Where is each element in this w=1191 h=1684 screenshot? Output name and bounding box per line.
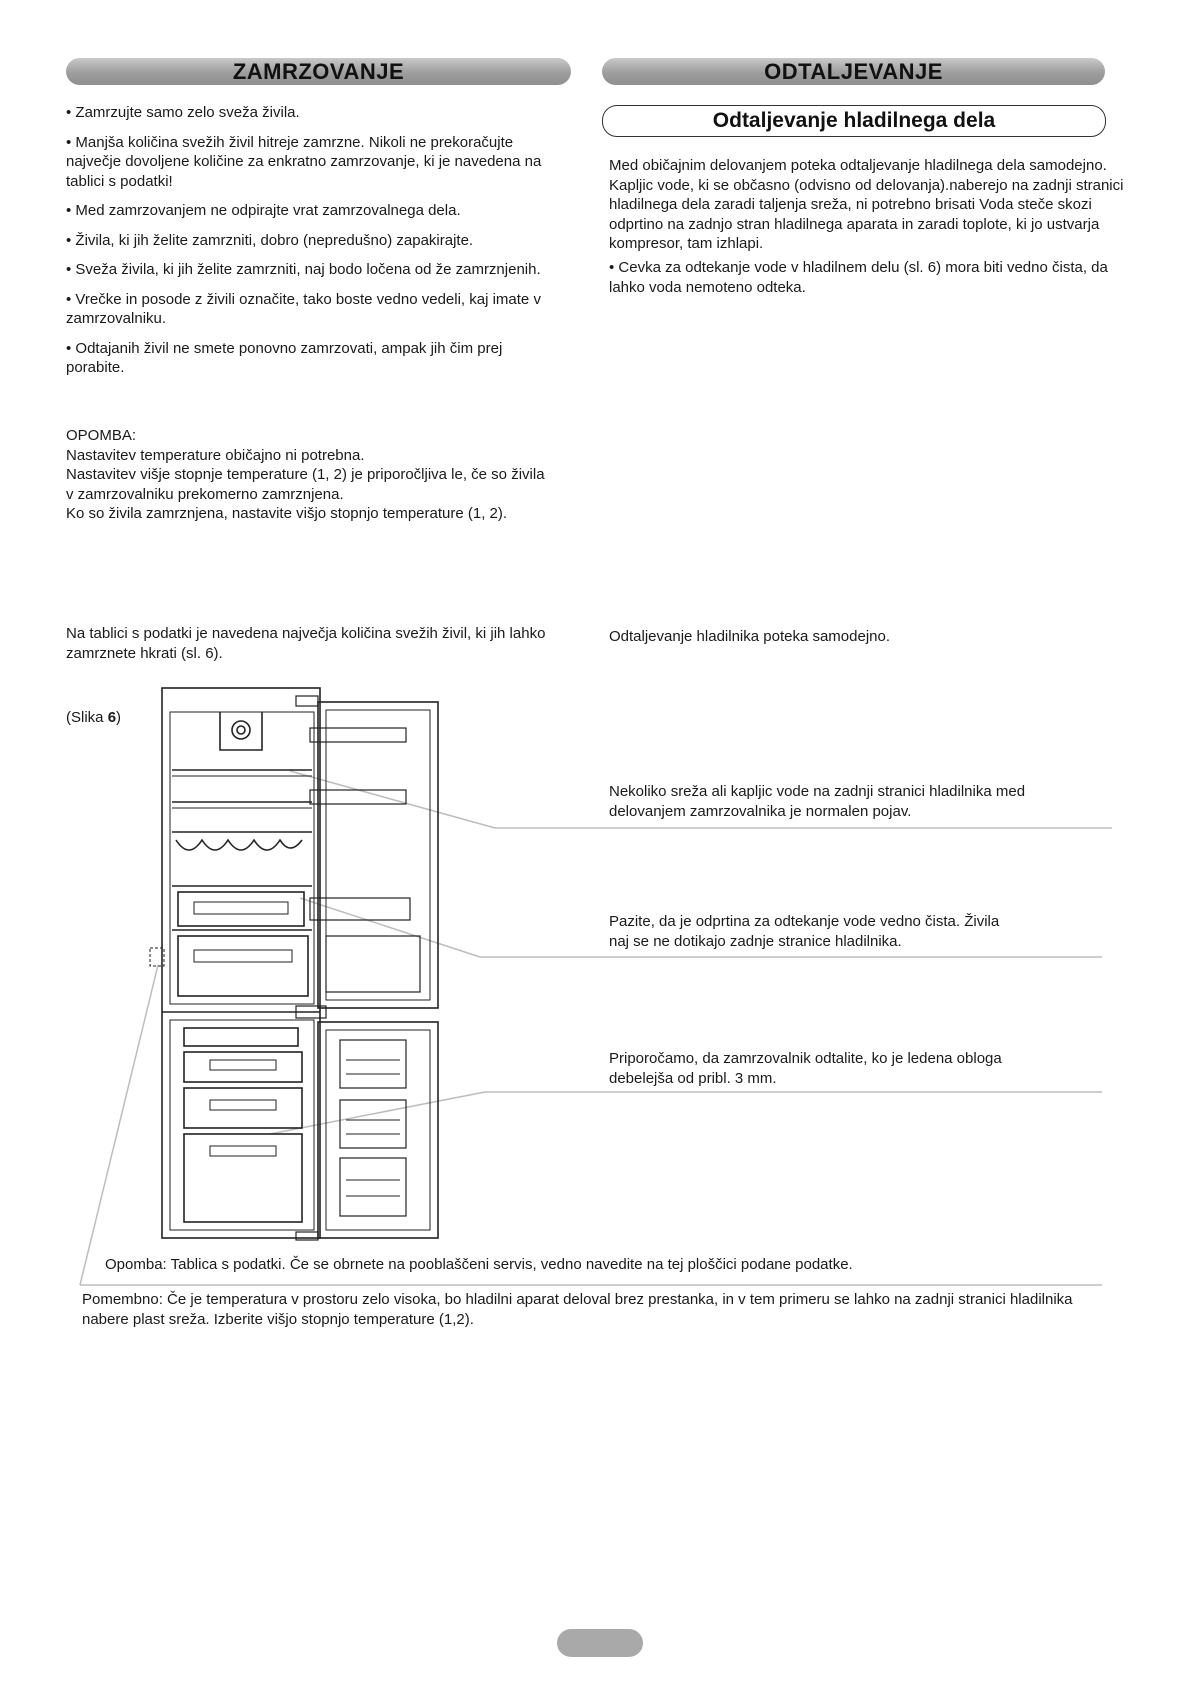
callout-defrost-3mm: Priporočamo, da zamrzovalnik odtalite, ko je ledena obloga debelejša od pribl. 3 mm. xyxy=(609,1050,1002,1087)
bullet-item: • Sveža živila, ki jih želite zamrzniti, naj bodo ločena od že zamrznjenih. xyxy=(66,261,541,278)
page-number-pill xyxy=(557,1629,643,1657)
freezer-drawer-handle xyxy=(210,1100,276,1110)
freezer-drawer-handle xyxy=(210,1060,276,1070)
note-line: Nastavitev temperature običajno ni potrebna. xyxy=(66,446,365,464)
freezer-drawer xyxy=(184,1134,302,1222)
freezer-top-flap xyxy=(184,1028,298,1046)
section-heading-zamrzovanje: ZAMRZOVANJE xyxy=(66,58,571,85)
crisper-drawer xyxy=(178,936,308,996)
bullet-item: • Med zamrzovanjem ne odpirajte vrat zamrzovalnega dela. xyxy=(66,202,461,219)
freezer-door xyxy=(318,1022,438,1238)
door-balcony xyxy=(310,728,406,742)
note-title: OPOMBA: xyxy=(66,427,137,444)
callout-drain-clean: Pazite, da je odprtina za odtekanje vode vedno čista. Živila naj se ne dotikajo zadnje stranice hladilnika. xyxy=(609,913,1000,950)
figure-number: 6 xyxy=(107,709,117,726)
crisper-handle xyxy=(194,902,288,914)
figure-label-prefix: (Slika xyxy=(66,709,108,726)
crisper-handle xyxy=(194,950,292,962)
bullet-item: • Vrečke in posode z živili označite, tako boste vedno vedeli, kaj imate v zamrzovalniku. xyxy=(66,290,541,327)
section-heading-odtaljevanje: ODTALJEVANJE xyxy=(602,58,1105,85)
rating-plate-note: Opomba: Tablica s podatki. Če se obrnete na pooblaščeni servis, vedno navedite na tej ploščici podane podatke. xyxy=(105,1256,853,1273)
drain-tube-paragraph: • Cevka za odtekanje vode v hladilnem delu (sl. 6) mora biti vedno čista, da lahko voda nemoteno odteka. xyxy=(609,259,1108,296)
subheading-odtaljevanje-hladilnega-dela: Odtaljevanje hladilnega dela xyxy=(602,105,1106,137)
note-line: Nastavitev višje stopnje temperature (1, 2) je priporočljiva le, če so živila v zamrzovalniku prekomerno zamrznjena. xyxy=(66,466,545,503)
crisper-drawer xyxy=(178,892,304,926)
leader-line-drain xyxy=(300,898,480,957)
bottle-rack xyxy=(176,840,302,850)
important-note: Pomembno: Če je temperatura v prostoru zelo visoka, bo hladilni aparat deloval brez prestanka, in v tem primeru se lahko na zadnji stranici hladilnika nabere plast sreža. Izberite višjo stopnjo temperature (1,2). xyxy=(82,1291,1073,1328)
bullet-item: • Živila, ki jih želite zamrzniti, dobro (nepredušno) zapakirajte. xyxy=(66,231,474,249)
door-balcony xyxy=(310,790,406,804)
bullet-item: • Manjša količina svežih živil hitreje zamrzne. Nikoli ne prekoračujte največje dovoljene količine za enkratno zamrzovanje, ki je navedena na tablici s podatki! xyxy=(66,133,542,190)
freezer-door-shelf xyxy=(340,1158,406,1216)
table-info-text: Na tablici s podatki je navedena največja količina svežih živil, ki jih lahko zamrznete hkrati (sl. 6). xyxy=(66,625,546,662)
bullet-item: • Odtajanih živil ne smete ponovno zamrzovati, ampak jih čim prej porabite. xyxy=(66,339,503,376)
control-knob-center xyxy=(237,726,245,734)
freezer-door-shelf xyxy=(340,1100,406,1148)
auto-defrost-text: Odtaljevanje hladilnika poteka samodejno. xyxy=(609,628,891,645)
fridge-door-inner xyxy=(326,710,430,1000)
note-line: Ko so živila zamrznjena, nastavite višjo stopnjo temperature (1, 2). xyxy=(66,505,508,522)
callout-frost-normal: Nekoliko sreža ali kapljic vode na zadnji stranici hladilnika med delovanjem zamrzovalnika je normalen pojav. xyxy=(609,783,1026,820)
freezer-drawer xyxy=(184,1088,302,1128)
hinge xyxy=(296,696,318,706)
door-bin xyxy=(326,936,420,992)
defrost-paragraph: Med običajnim delovanjem poteka odtaljevanje hladilnega dela samodejno. Kapljic vode, ki se občasno (odvisno od delovanja).naberejo na zadnji stranici hladilnega dela zaradi taljenja sreža, ni potrebno brisati Voda steče skozi odprtino na zadnjo stran hladilnega aparata in zaradi toplote, ki jo ustvarja kompresor, tam izhlapi. xyxy=(609,157,1124,252)
freezer-drawer xyxy=(184,1052,302,1082)
hinge xyxy=(296,1232,318,1240)
leader-line-rating-plate xyxy=(80,965,158,1285)
fridge-drawing xyxy=(150,688,438,1240)
control-knob xyxy=(232,721,250,739)
door-balcony xyxy=(310,898,410,920)
thermostat-housing xyxy=(220,712,262,750)
freezer-drawer-handle xyxy=(210,1146,276,1156)
bullet-item: • Zamrzujte samo zelo sveža živila. xyxy=(66,104,300,121)
freezer-door-shelf xyxy=(340,1040,406,1088)
figure-label-suffix: ) xyxy=(116,709,122,726)
